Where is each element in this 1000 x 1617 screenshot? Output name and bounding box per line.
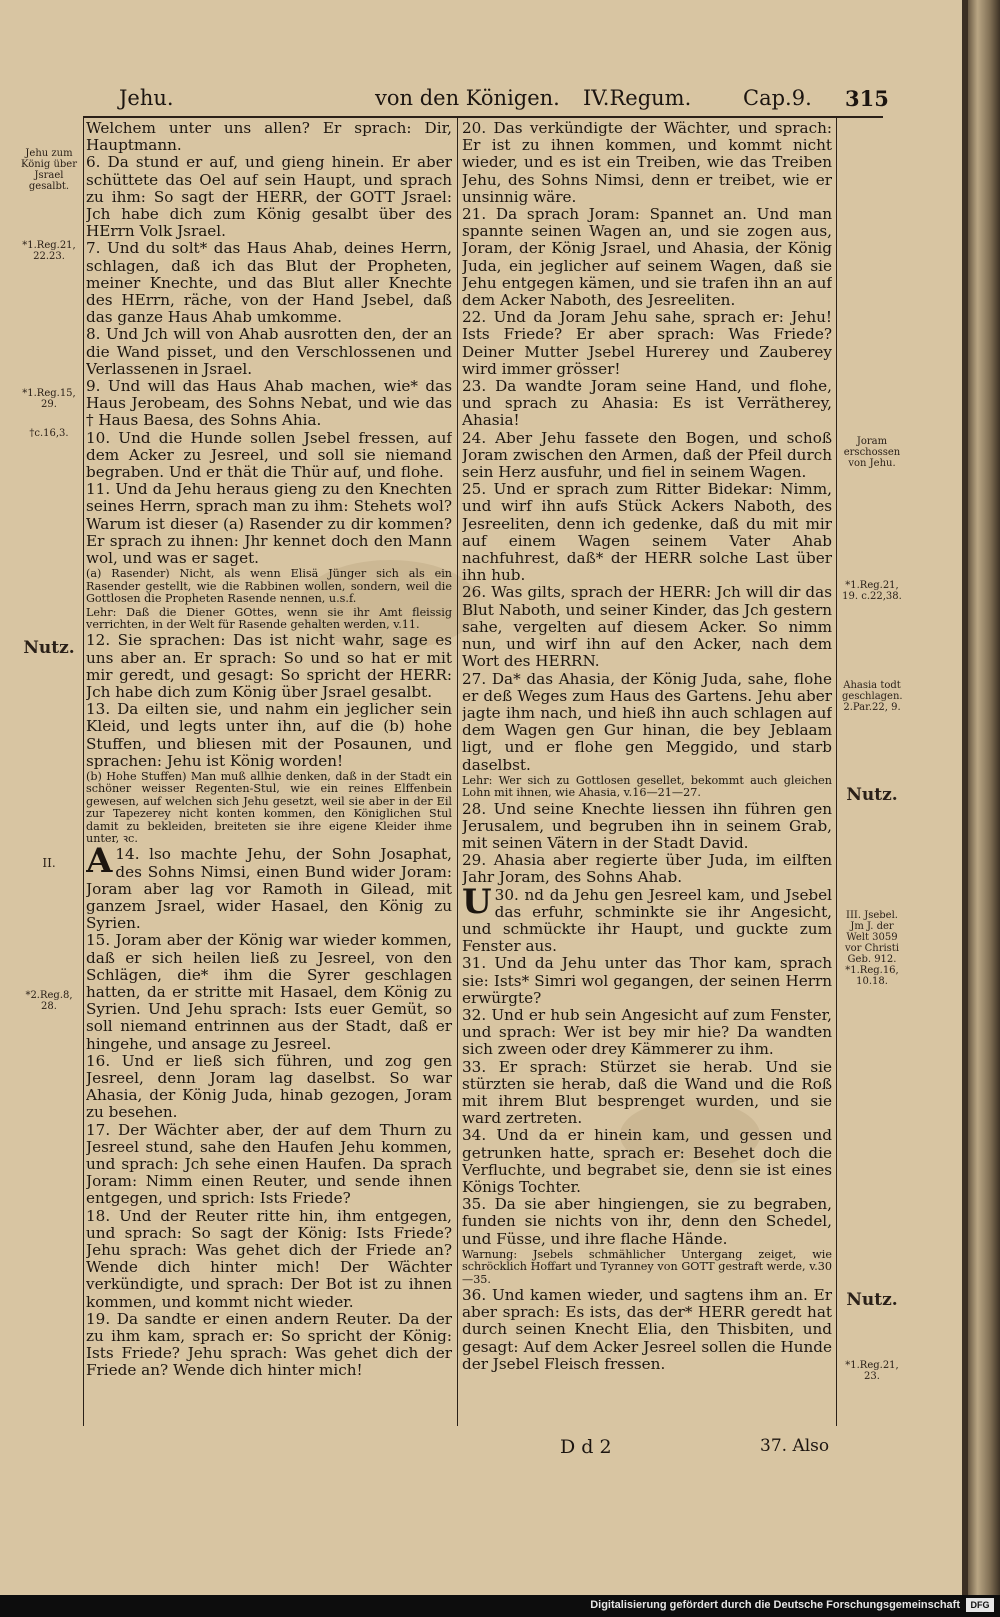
verse: 11. Und da Jehu heraus gieng zu den Knechten seines Herrn, sprach man zu ihm: Stehets wol? Warum ist dieser (a) Rasender zu dir kommen? Er sprach zu ihnen: Jhr kennet doch den Mann wol, und was er saget. <box>86 480 452 568</box>
verse-text: 14. lso machte Jehu, der Sohn Josaphat, des Sohns Nimsi, einen Bund wider Joram: Joram aber lag vor Ramoth in Gilead, mit ganzem Jsrael, wider Hasael, den König zu Syrien. <box>86 845 452 933</box>
margin-note-left: *2.Reg.8, 28. <box>25 990 73 1012</box>
verse-with-initial <box>462 881 832 956</box>
verse: 17. Der Wächter aber, der auf dem Thurn zu Jesreel stund, sahe den Haufen Jehu kommen, und sprach: Jch sehe einen Haufen. Da sprach Joram: Nimm einen Reuter, und sende ihnen entgegen, und sprich: Ists Friede? <box>86 1120 452 1208</box>
funding-notice: Digitalisierung gefördert durch die Deutsche Forschungsgemeinschaft <box>590 1599 960 1611</box>
verse: 10. Und die Hunde sollen Jsebel fressen, auf dem Acker zu Jesreel, und soll sie niemand begraben. Und er thät die Thür auf, und flohe. <box>86 428 452 482</box>
header-book: IV.Regum. <box>583 86 692 110</box>
gloss-note: (b) Hohe Stuffen) Man muß allhie denken, daß in der Stadt ein schöner weisser Regenten-Stul, wie ein reines Elffenbein gewesen, auf welchen sich Jehu gesetzt, weil sie aber in der Eil zur Tapezerey nicht konten kommen, den Königlichen Stul damit zu bekleiden, breiteten sie ihre eigene Kleider ihme unter, ꝛc. <box>86 769 452 845</box>
margin-note-right: Ahasia todt geschlagen. 2.Par.22, 9. <box>842 680 903 713</box>
catchword: 37. Also <box>760 1436 830 1456</box>
verse: 13. Da eilten sie, und nahm ein jeglicher sein Kleid, und legts unter ihn, auf die (b) hohe Stuffen, und bliesen mit der Posaunen, und sprachen: Jehu ist König worden! <box>86 700 452 770</box>
verse: 22. Und da Joram Jehu sahe, sprach er: Jehu! Ists Friede? Er aber sprach: Was Friede? Deiner Mutter Jsebel Hurerey und Zauberey wird immer grösser! <box>462 308 832 378</box>
gloss-note: (a) Rasender) Nicht, als wenn Elisä Jünger sich als ein Rasender gestellt, wie die Rabbinen wollen, sondern, weil die Gottlosen die Propheten Rasende nennen, u.s.f. <box>86 567 452 606</box>
verse: 33. Er sprach: Stürzet sie herab. Und sie stürzten sie herab, daß die Wand und die Roß mit ihrem Blut besprenget wurden, und sie ward zertreten. <box>462 1057 832 1128</box>
page-number: 315 <box>845 86 889 111</box>
lehr-note: Lehr: Daß die Diener GOttes, wenn sie ihr Amt fleissig verrichten, in der Welt für Rasende gehalten werden, v.11. <box>86 605 452 631</box>
verse: 29. Ahasia aber regierte über Juda, im eilften Jahr Joram, des Sohns Ahab. <box>462 851 832 887</box>
verse: 15. Joram aber der König war wieder kommen, daß er sich heilen ließ zu Jesreel, von den Schlägen, die* ihm die Syrer geschlagen hatten, da er stritte mit Hasael, dem König zu Syrien. Und Jehu sprach: Ists euer Gemüt, so soll niemand entrinnen aus der Stadt, daß er hingehe, und ansage zu Jesreel. <box>86 931 452 1053</box>
verse: 21. Da sprach Joram: Spannet an. Und man spannte seinen Wagen an, und sie zogen aus, Joram, der König Jsrael, und Ahasia, der König Juda, ein jeglicher auf seinem Wagen, daß sie Jehu entgegen kämen, und sie trafen ihn an auf dem Acker Naboth, des Jesreeliten. <box>462 205 832 310</box>
drop-cap: U <box>462 881 492 922</box>
margin-note-left: II. <box>42 856 56 870</box>
header-left: Jehu. <box>119 86 174 110</box>
margin-note-right: Joram erschossen von Jehu. <box>843 436 901 469</box>
right-margin-rule <box>836 116 837 1426</box>
verse: 6. Da stund er auf, und gieng hinein. Er aber schüttete das Oel auf sein Haupt, und sprach zu ihm: So sagt der HERR, der GOTT Jsrael: Jch habe dich zum König gesalbt über des HErrn Volk Jsrael. <box>86 153 452 241</box>
margin-note-right: *1.Reg.21, 19. c.22,38. <box>842 580 902 602</box>
verse: 12. Sie sprachen: Das ist nicht wahr, sage es uns aber an. Er sprach: So und so hat er mit mir geredt, und gesagt: So spricht der HERR: Jch habe dich zum König über Jsrael gesalbt. <box>86 631 452 701</box>
verse: 34. Und da er hinein kam, und gessen und getrunken hatte, sprach er: Besehet doch die Verfluchte, und begrabet sie, denn sie ist eines Königs Tochter. <box>462 1126 832 1196</box>
verse: 35. Da sie aber hingiengen, sie zu begraben, funden sie nichts von ihr, denn den Schedel, und Füsse, und ihre flache Hände. <box>462 1195 832 1248</box>
lehr-note: Lehr: Wer sich zu Gottlosen gesellet, bekommt auch gleichen Lohn mit ihnen, wie Ahasia, v.16—21—27. <box>462 773 832 800</box>
verse: 28. Und seine Knechte liessen ihn führen gen Jerusalem, und begruben ihn in seinem Grab, mit seinen Vätern in der Stadt David. <box>462 799 832 852</box>
dfg-logo: DFG <box>966 1598 994 1612</box>
margin-note-right: Nutz. <box>846 1290 898 1310</box>
verse: 7. Und du solt* das Haus Ahab, deines Herrn, schlagen, daß ich das Blut der Propheten, meiner Knechte, und das Blut aller Knechte des HErrn, räche, von der Hand Jsebel, daß das ganze Haus Ahab umkomme. <box>86 239 452 327</box>
signature-mark: D d 2 <box>560 1436 612 1458</box>
verse: 32. Und er hub sein Angesicht auf zum Fenster, und sprach: Wer ist bey mir hie? Da wandten sich zween oder drey Kämmerer zu ihm. <box>462 1005 832 1059</box>
verse: 27. Da* das Ahasia, der König Juda, sahe, flohe er deß Weges zum Haus des Gartens. Jehu aber jagte ihm nach, und hieß ihn auch schlagen auf dem Wagen gen Gur hinan, die bey Jeblaam ligt, und er flohe gen Meggido, und starb daselbst. <box>462 669 832 774</box>
margin-note-left: *1.Reg.21, 22.23. <box>22 240 76 262</box>
margin-note-left: Jehu zum König über Jsrael gesalbt. <box>21 148 77 192</box>
verse: 20. Das verkündigte der Wächter, und sprach: Er ist zu ihnen kommen, und kommt nicht wieder, und es ist ein Treiben, wie das Treiben Jehu, des Sohns Nimsi, denn er treibet, wie er unsinnig wäre. <box>462 120 832 206</box>
verse: 25. Und er sprach zum Ritter Bidekar: Nimm, und wirf ihn aufs Stück Ackers Naboth, des Jesreeliten, denn ich gedenke, daß du mit mir auf einem Wagen seinem Vater Ahab nachfuhrest, daß* der HERR solche Last über ihn hub. <box>462 480 832 585</box>
verse: 24. Aber Jehu fassete den Bogen, und schoß Joram zwischen den Armen, daß der Pfeil durch sein Herz ausfuhr, und fiel in seinem Wagen. <box>462 428 832 482</box>
verse-with-initial <box>86 841 452 933</box>
left-margin-rule <box>83 116 84 1426</box>
running-header <box>105 86 889 114</box>
margin-note-right: III. Jsebel. Jm J. der Welt 3059 vor Christi Geb. 912. *1.Reg.16, 10.18. <box>844 910 900 987</box>
margin-note-left: *1.Reg.15, 29. <box>22 388 76 410</box>
verse: 36. Und kamen wieder, und sagtens ihm an. Er aber sprach: Es ists, das der* HERR geredt hat durch seinen Knecht Elia, den Thisbiten, und gesagt: Auf dem Acker Jesreel sollen die Hunde der Jsebel Fleisch fressen. <box>462 1286 832 1373</box>
column-divider <box>457 116 458 1426</box>
margin-note-left: †c.16,3. <box>29 428 69 439</box>
verse: 31. Und da Jehu unter das Thor kam, sprach sie: Ists* Simri wol gegangen, der seinen Herrn erwürgte? <box>462 954 832 1007</box>
warnung-note: Warnung: Jsebels schmählicher Untergang zeiget, wie schröcklich Hoffart und Tyranney von GOTT gestraft werde, v.30—35. <box>462 1247 832 1286</box>
margin-note-right: *1.Reg.21, 23. <box>845 1360 899 1382</box>
verse: 23. Da wandte Joram seine Hand, und flohe, und sprach zu Ahasia: Es ist Verrätherey, Ahasia! <box>462 377 832 430</box>
verse: 9. Und will das Haus Ahab machen, wie* das Haus Jerobeam, des Sohns Nebat, und wie das † Haus Baesa, des Sohns Ahia. <box>86 377 452 430</box>
verse: 16. Und er ließ sich führen, und zog gen Jesreel, denn Joram lag daselbst. So war Ahasia, der König Juda, hinab gezogen, Joram zu besehen. <box>86 1051 452 1122</box>
verse: 26. Was gilts, sprach der HERR: Jch will dir das Blut Naboth, und seiner Kinder, das Jch gestern sahe, vergelten auf diesem Acker. So nimm nun, und wirf ihn auf den Acker, nach dem Wort des HERRN. <box>462 583 832 671</box>
margin-note-right: Nutz. <box>846 785 898 805</box>
text-column-right <box>462 120 832 1425</box>
verse: 8. Und Jch will von Ahab ausrotten den, der an die Wand pisset, und den Verschlossenen und Verlassenen in Jsrael. <box>86 325 452 378</box>
book-spine <box>968 0 1000 1595</box>
verse: Welchem unter uns allen? Er sprach: Dir, Hauptmann. <box>86 120 452 155</box>
margin-note-left: Nutz. <box>23 638 75 658</box>
drop-cap: A <box>86 841 113 882</box>
header-chapter: Cap.9. <box>743 86 812 110</box>
header-rule <box>83 116 883 118</box>
text-column-left <box>86 120 452 1425</box>
digitization-footer <box>0 1595 1000 1617</box>
verse-text: 30. nd da Jehu gen Jesreel kam, und Jsebel das erfuhr, schminkte sie ihr Angesicht, und schmückte ihr Haupt, und guckte zum Fenster aus. <box>462 885 832 956</box>
verse: 19. Da sandte er einen andern Reuter. Da der zu ihm kam, sprach er: So spricht der König: Ists Friede? Jehu sprach: Was gehet dich der Friede an? Wende dich hinter mich! <box>86 1309 452 1380</box>
verse: 18. Und der Reuter ritte hin, ihm entgegen, und sprach: So sagt der König: Ists Friede? Jehu sprach: Was gehet dich der Friede an? Wende dich hinter mich! Der Wächter verkündigte, und sprach: Der Bot ist zu ihnen kommen, und kommt nicht wieder. <box>86 1206 452 1311</box>
header-title: von den Königen. <box>375 86 560 110</box>
